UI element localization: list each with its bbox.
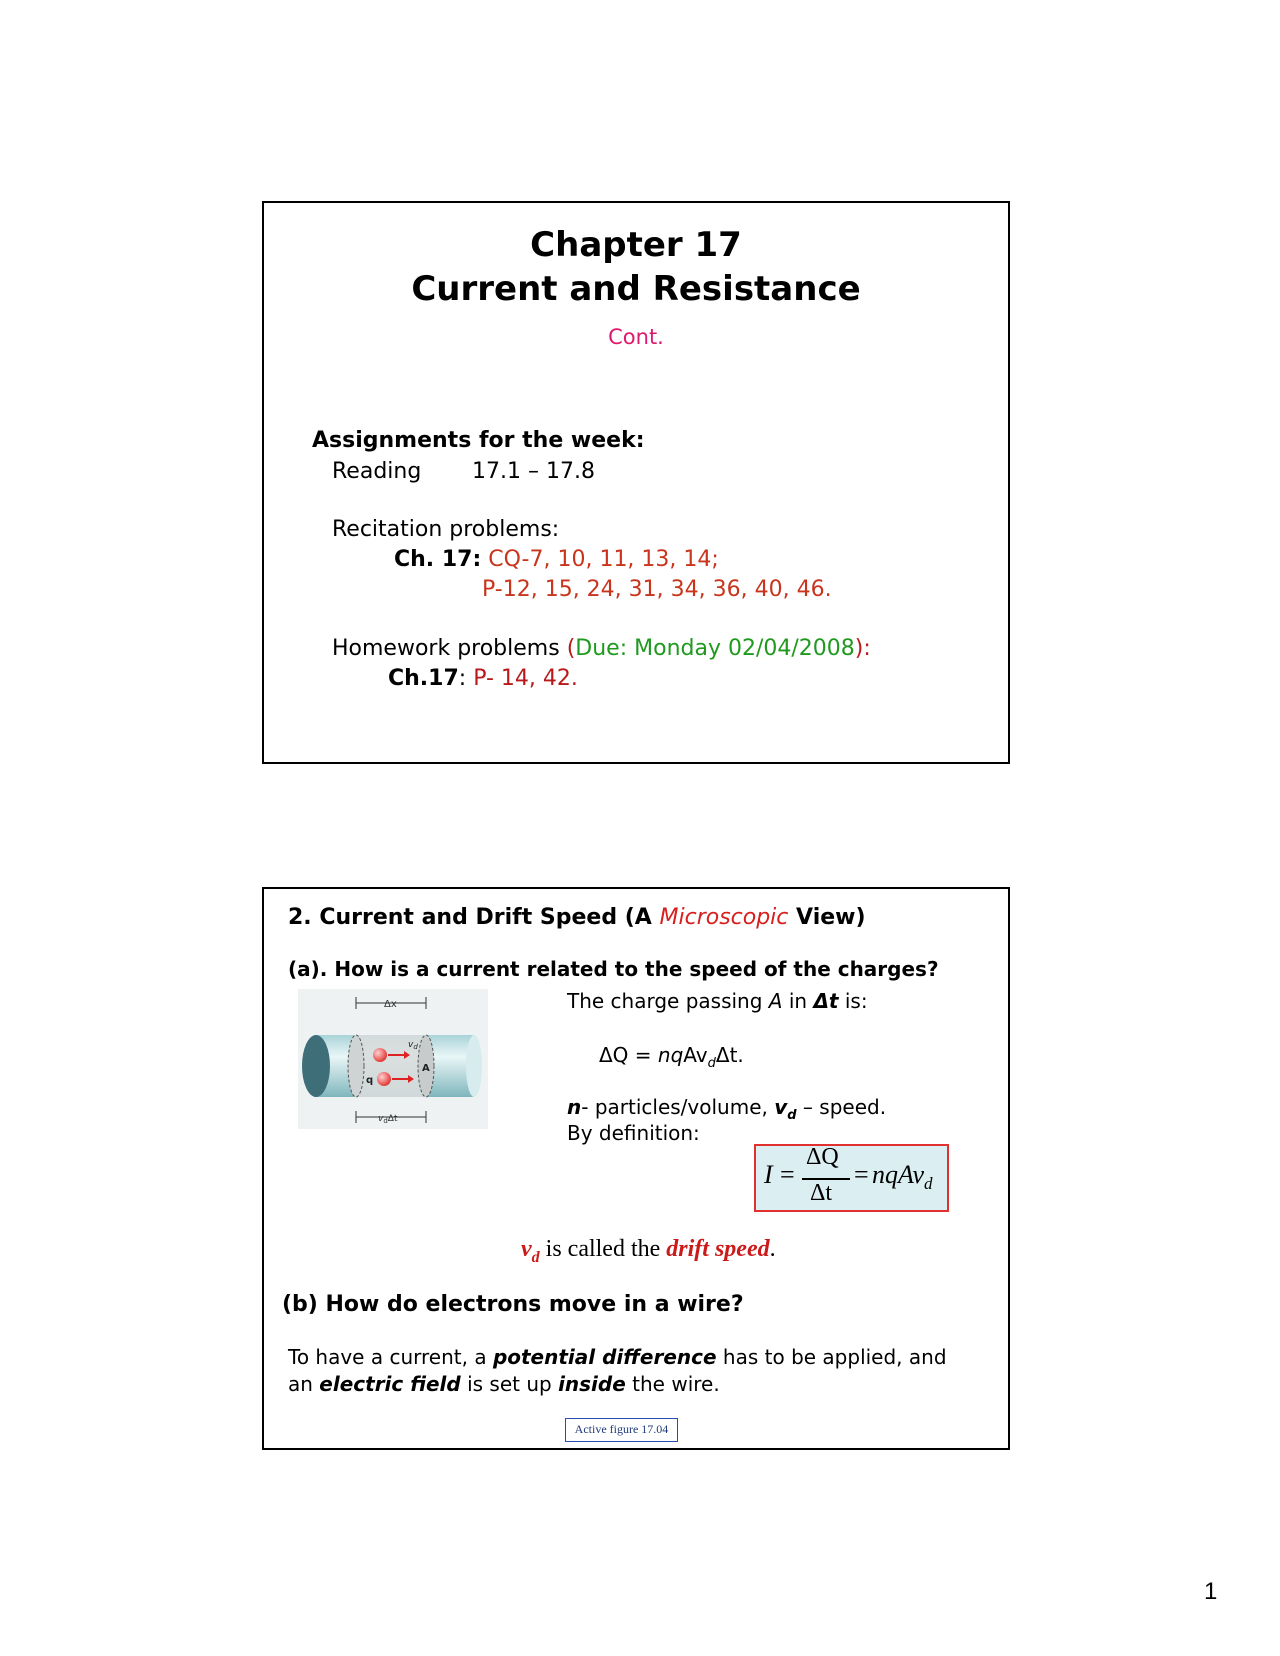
homework-line (332, 636, 871, 661)
eq-denominator: Δt (810, 1180, 833, 1206)
wire-cylinder-diagram (298, 989, 488, 1129)
area-label: A (422, 1063, 430, 1074)
page-number: 1 (1204, 1578, 1218, 1605)
eq-numerator: ΔQ (806, 1144, 839, 1170)
eq-rhs: nqAv$_d$ (872, 1160, 933, 1194)
homework-colon: : (458, 666, 467, 691)
slide-title-line1: Chapter 17 (530, 225, 742, 265)
charge-passing-text: The charge passing A in Δt is: (567, 989, 868, 1013)
eq-equals-2: = (854, 1160, 869, 1189)
by-definition: By definition: (567, 1121, 700, 1145)
vd-label: $v_d$ (408, 1040, 418, 1051)
assignments-heading: Assignments for the week: (312, 428, 645, 453)
heading-post: View) (788, 905, 866, 930)
heading-pre: 2. Current and Drift Speed (A (288, 905, 660, 930)
q-label: q (366, 1075, 374, 1086)
slide-current-drift-speed (262, 887, 1010, 1450)
slide-subtitle: Cont. (608, 325, 664, 349)
recitation-label: Recitation problems: (332, 517, 560, 542)
n-definition: n- particles/volume, $v_d$ – speed. (567, 1095, 887, 1123)
vdt-label: $v_d\Delta t$ (378, 1114, 398, 1125)
homework-due: Due: Monday 02/04/2008 (575, 636, 855, 661)
question-a: (a). How is a current related to the speed of the charges? (288, 957, 939, 981)
homework-problems (388, 666, 578, 691)
recitation-line1 (394, 547, 719, 572)
wire-figure (298, 989, 488, 1129)
reading-value: 17.1 – 17.8 (472, 459, 595, 484)
active-figure-button[interactable]: Active figure 17.04 (565, 1418, 678, 1442)
eq-equals-1: = (780, 1160, 795, 1189)
question-b: (b) How do electrons move in a wire? (282, 1292, 744, 1317)
explanation-line2: an electric field is set up inside the wire. (288, 1372, 720, 1396)
slide-title-line2: Current and Resistance (411, 269, 861, 309)
recitation-p-list: P-12, 15, 24, 31, 34, 36, 40, 46. (482, 577, 832, 602)
homework-open: ( (566, 636, 576, 661)
current-equation-box (754, 1144, 949, 1212)
reading-label: Reading (332, 459, 422, 484)
dx-label: Δx (384, 999, 397, 1010)
slide-chapter-title (262, 201, 1010, 764)
recitation-cq-list: CQ-7, 10, 11, 13, 14; (488, 547, 719, 572)
equation-delta-q: ΔQ = nqAv$_d$Δt. (599, 1043, 744, 1071)
eq-I: I (764, 1160, 773, 1189)
slide-heading (288, 905, 866, 930)
heading-microscopic: Microscopic (659, 905, 789, 930)
explanation-line1: To have a current, a potential difference has to be applied, and (288, 1345, 947, 1369)
homework-p-list: P- 14, 42. (473, 666, 578, 691)
homework-chapter: Ch.17 (388, 666, 459, 691)
recitation-chapter: Ch. 17: (394, 547, 482, 572)
homework-label: Homework problems (332, 636, 560, 661)
drift-speed-statement: $v_d$ is called the drift speed. (521, 1236, 776, 1266)
homework-close: ): (854, 636, 871, 661)
